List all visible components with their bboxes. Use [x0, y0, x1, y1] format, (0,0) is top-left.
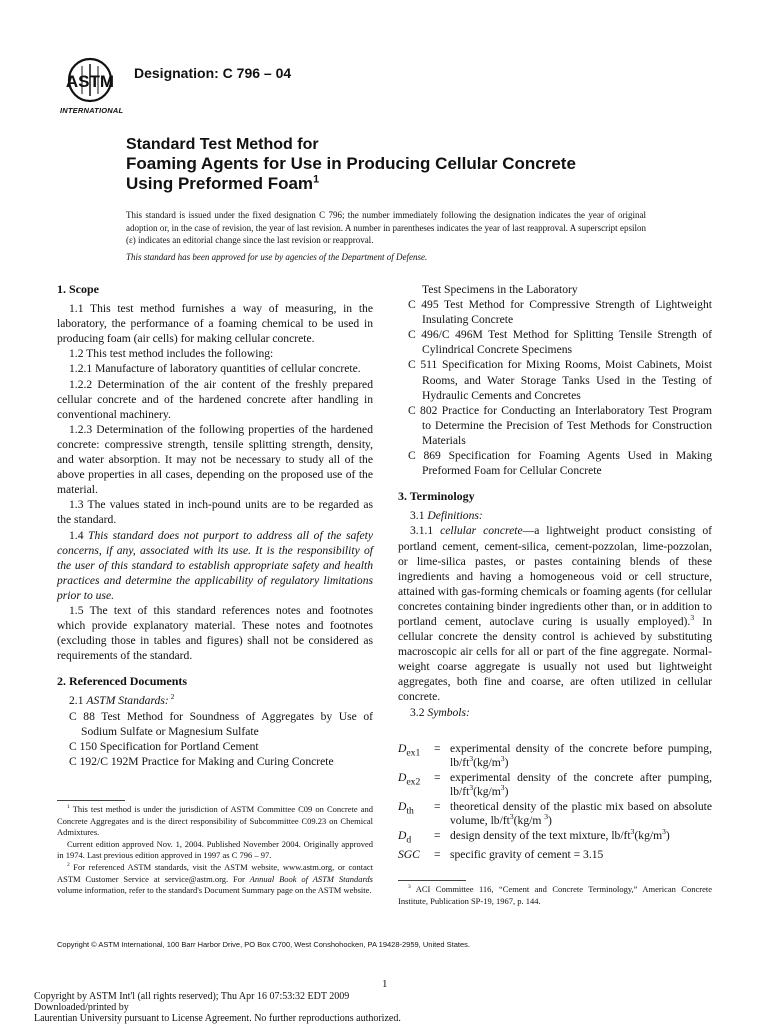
- paragraph-1-2-2: 1.2.2 Determination of the air content of the freshly prepared cellular concrete and of the hardened concrete after handling in conventional machinery.: [57, 377, 373, 421]
- reference-item: C 802 Practice for Conducting an Interlaboratory Test Program to Determine the Precision of Test Methods for Construction Materials: [408, 403, 712, 447]
- paragraph-1-3: 1.3 The values stated in inch-pound units are to be regarded as the standard.: [57, 498, 373, 527]
- standard-notice: This standard is issued under the fixed designation C 796; the number immediately following the designation indicates the year of original adoption or, in the case of revision, the year of last revision. A number in parentheses indicates the year of last reapproval. A superscript epsilon (ε) indicates an editorial change since the last revision or reapproval.: [126, 210, 646, 245]
- section-heading-terminology: 3. Terminology: [398, 489, 475, 504]
- symbol-row: [398, 742, 712, 771]
- title-footnote-mark: 1: [313, 173, 320, 186]
- symbol-definition: design density of the text mixture, $lb/ft^3(kg/m^3)$: [450, 826, 670, 842]
- symbol-definition: theoretical density of the plastic mix based on absolute volume, $lb/ft^3(kg/m$ $^3$): [450, 799, 712, 827]
- svg-text:ASTM: ASTM: [65, 72, 115, 91]
- symbol: SGC: [398, 847, 420, 861]
- symbol-row: [398, 771, 712, 800]
- left-column: [57, 282, 373, 769]
- symbols-table: [398, 742, 712, 868]
- designation: Designation: C 796 – 04: [134, 65, 292, 81]
- page-number: 1: [382, 978, 388, 990]
- download-line-3: Laurentian University pursuant to License Agreement. No further reproductions authorized.: [34, 1013, 401, 1024]
- reference-item-continued: Test Specimens in the Laboratory: [422, 283, 578, 296]
- symbol-definition: experimental density of the concrete before pumping, $lb/ft^3(kg/m^3)$: [450, 741, 712, 769]
- footnote-1-edition: Current edition approved Nov. 1, 2004. Published November 2004. Originally approved in 1974. Last previous edition approved in 1997 as C 796 – 97.: [57, 838, 373, 861]
- paragraph-1-2-1: 1.2.1 Manufacture of laboratory quantities of cellular concrete.: [69, 362, 361, 376]
- paragraph-1-4: 1.4 This standard does not purport to address all of the safety concerns, if any, associated with its use. It is the responsibility of the user of this standard to establish appropriate safety and health practices and determine the applicability of regulatory limitations prior to use.: [57, 528, 373, 602]
- reference-item: C 88 Test Method for Soundness of Aggregates by Use of Sodium Sulfate or Magnesium Sulfate: [69, 709, 373, 738]
- title-line-1: Standard Test Method for: [126, 136, 319, 153]
- reference-item: C 869 Specification for Foaming Agents Used in Making Preformed Foam for Cellular Concrete: [408, 449, 712, 478]
- paragraph-1-1: 1.1 This test method furnishes a way of measuring, in the laboratory, the performance of a foaming chemical to be used in producing foam (air cells) for making cellular concrete.: [57, 302, 373, 346]
- symbol-row: [398, 800, 712, 829]
- symbol-definition: experimental density of the concrete after pumping, $lb/ft^3(kg/m^3)$: [450, 770, 712, 798]
- footnote-rule: [57, 800, 125, 801]
- paragraph-1-2: 1.2 This test method includes the following:: [69, 347, 274, 361]
- symbol: $D_{th}$: [398, 799, 414, 816]
- equals-sign: =: [434, 770, 441, 784]
- symbol: $D_{ex1}$: [398, 741, 421, 758]
- symbol-row: [398, 848, 712, 867]
- section-heading-referenced-documents: 2. Referenced Documents: [57, 674, 188, 689]
- download-line-2: Downloaded/printed by: [34, 1002, 129, 1013]
- title-line-3: Using Preformed Foam$^1$: [126, 173, 320, 193]
- document-title: [126, 136, 686, 194]
- copyright-line: Copyright © ASTM International, 100 Barr Harbor Drive, PO Box C700, West Conshohocken, PA 19428-2959, United States.: [57, 940, 470, 949]
- section-heading-scope: 1. Scope: [57, 282, 99, 296]
- dod-approval-note: This standard has been approved for use by agencies of the Department of Defense.: [126, 252, 428, 262]
- paragraph-3-1: 3.1 Definitions:: [410, 509, 483, 523]
- footnote-1: $^1$ This test method is under the jurisdiction of ASTM Committee C09 on Concrete and Concrete Aggregates and is the direct responsibility of Subcommittee C09.23 on Chemical Admixtures.: [57, 804, 373, 838]
- paragraph-3-1-1: 3.1.1 cellular concrete—a lightweight product consisting of portland cement, cement-silica, cement-pozzolan, lime-pozzolan, or lime-silica pastes, or pastes containing blends of these ingredients and having a homogeneous void or cell structure, attained with gas-forming chemicals or foaming agents (for cellular concretes containing binder ingredients other than, or in addition to portland cement, autoclave curing is usually employed).$^3$ In cellular concrete the density control is achieved by substituting macroscopic air cells for all or part of the fine aggregate. Normal-weight coarse aggregate is usually not used but lightweight aggregates, both fine and coarse, are often utilized in cellular concrete.: [398, 524, 712, 704]
- equals-sign: =: [434, 828, 441, 842]
- paragraph-1-5: 1.5 The text of this standard references notes and footnotes which provide explanatory material. These notes and footnotes (excluding those in tables and figures) shall not be considered as requirements of the standard.: [57, 603, 373, 663]
- title-line-2: Foaming Agents for Use in Producing Cellular Concrete: [126, 154, 576, 173]
- paragraph-1-2-3: 1.2.3 Determination of the following properties of the hardened concrete: compressive strength, tensile splitting strength, density, and water absorption. It may not be necessary to study all of the above properties in all cases, depending on the proposed use of the material.: [57, 422, 373, 497]
- paragraph-2-1: 2.1 ASTM Standards: $^2$: [69, 692, 175, 708]
- download-notice: [34, 991, 734, 1024]
- footnote-3: $^3$ ACI Committee 116, “Cement and Concrete Terminology,” American Concrete Institute, Publication SP-19, 1967, p. 144.: [398, 884, 712, 906]
- footnote-rule: [398, 880, 466, 881]
- paragraph-3-2: 3.2 Symbols:: [410, 705, 470, 719]
- logo-text: INTERNATIONAL: [60, 106, 124, 115]
- equals-sign: =: [434, 847, 441, 861]
- symbol-row: [398, 829, 712, 848]
- download-line-1: Copyright by ASTM Int'l (all rights reserved); Thu Apr 16 07:53:32 EDT 2009: [34, 991, 350, 1002]
- equals-sign: =: [434, 799, 441, 813]
- reference-item: C 192/C 192M Practice for Making and Curing Concrete: [69, 754, 334, 768]
- right-column: [398, 282, 712, 867]
- astm-logo-icon: [60, 56, 124, 116]
- reference-item: C 150 Specification for Portland Cement: [69, 739, 259, 753]
- footnotes-left: [57, 804, 373, 897]
- symbol: $D_d$: [398, 828, 412, 845]
- reference-item: C 511 Specification for Mixing Rooms, Moist Cabinets, Moist Rooms, and Water Storage Tanks Used in the Testing of Hydraulic Cements and Concretes: [408, 358, 712, 402]
- symbol-definition: specific gravity of cement = 3.15: [450, 847, 604, 861]
- footnote-2: $^2$ For referenced ASTM standards, visit the ASTM website, www.astm.org, or contact ASTM Customer Service at service@astm.org. For Annual Book of ASTM Standards volume information, refer to the standard's Document Summary page on the ASTM website.: [57, 861, 373, 896]
- symbol: $D_{ex2}$: [398, 770, 421, 787]
- equals-sign: =: [434, 741, 441, 755]
- reference-item: C 495 Test Method for Compressive Strength of Lightweight Insulating Concrete: [408, 298, 712, 327]
- reference-item: C 496/C 496M Test Method for Splitting Tensile Strength of Cylindrical Concrete Specimens: [408, 328, 712, 357]
